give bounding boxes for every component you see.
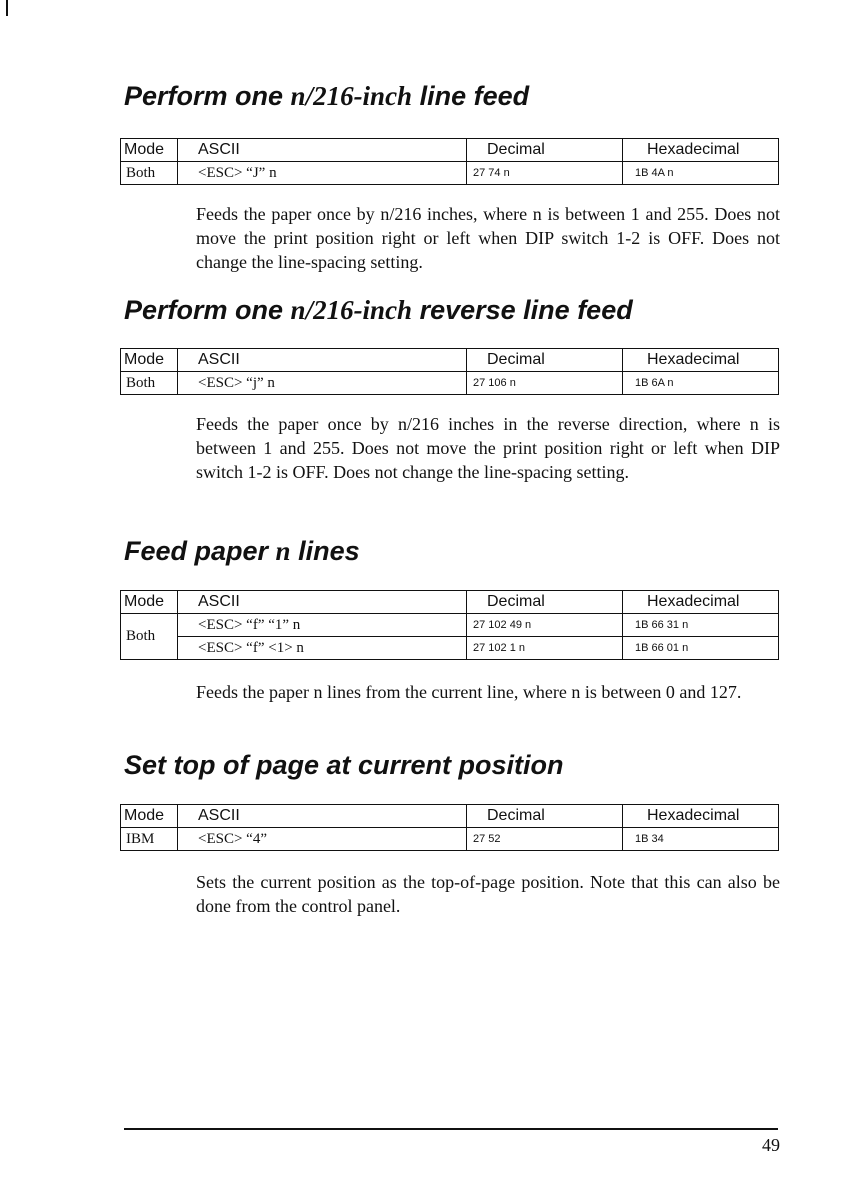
decimal-cell: 27 106 n [467, 372, 623, 395]
section-heading: Set top of page at current position [124, 750, 564, 780]
header-row [121, 349, 779, 372]
decimal-cell: 27 52 [467, 828, 623, 851]
hex-header: Hexadecimal [623, 139, 779, 162]
ascii-header: ASCII [178, 349, 467, 372]
hex-cell: 1B 66 31 n [623, 614, 779, 637]
section-heading: Perform one n/216-inch reverse line feed [124, 295, 633, 325]
hex-cell: 1B 6A n [623, 372, 779, 395]
table-row [121, 637, 779, 660]
decimal-cell: 27 74 n [467, 162, 623, 185]
section-heading: Perform one n/216-inch line feed [124, 81, 530, 111]
header-row [121, 139, 779, 162]
section-heading: Feed paper n lines [124, 536, 360, 566]
decimal-header: Decimal [467, 805, 623, 828]
hex-header: Hexadecimal [623, 805, 779, 828]
table-row [121, 372, 779, 395]
mode-header: Mode [121, 139, 178, 162]
page-number: 49 [762, 1135, 780, 1155]
mode-header: Mode [121, 591, 178, 614]
decimal-header: Decimal [467, 349, 623, 372]
ascii-cell: <ESC> “4” [178, 828, 467, 851]
command-table [120, 804, 779, 851]
mode-cell: Both [121, 372, 178, 395]
ascii-header: ASCII [178, 591, 467, 614]
hex-cell: 1B 66 01 n [623, 637, 779, 660]
mode-header: Mode [121, 805, 178, 828]
mode-cell: IBM [121, 828, 178, 851]
mode-cell: Both [121, 614, 178, 660]
section-description: Feeds the paper once by n/216 inches in the reverse direction, where n is between 1 and 255. Does not move the print position right or left when DIP switch 1-2 is OFF. Does not change the line-spacing setting. [196, 414, 780, 482]
hex-header: Hexadecimal [623, 349, 779, 372]
header-row [121, 591, 779, 614]
ascii-cell: <ESC> “f” “1” n [178, 614, 467, 637]
decimal-header: Decimal [467, 139, 623, 162]
mode-header: Mode [121, 349, 178, 372]
header-row [121, 805, 779, 828]
section-description: Sets the current position as the top-of-page position. Note that this can also be done from the control panel. [196, 872, 780, 916]
section-description: Feeds the paper once by n/216 inches, where n is between 1 and 255. Does not move the print position right or left when DIP switch 1-2 is OFF. Does not change the line-spacing setting. [196, 204, 780, 272]
ascii-header: ASCII [178, 139, 467, 162]
hex-header: Hexadecimal [623, 591, 779, 614]
mode-cell: Both [121, 162, 178, 185]
decimal-cell: 27 102 1 n [467, 637, 623, 660]
command-table [120, 138, 779, 185]
command-table [120, 590, 779, 660]
edge-mark [6, 0, 8, 16]
table-row [121, 828, 779, 851]
ascii-cell: <ESC> “f” <1> n [178, 637, 467, 660]
hex-cell: 1B 34 [623, 828, 779, 851]
section-description: Feeds the paper n lines from the current line, where n is between 0 and 127. [196, 682, 742, 702]
command-table [120, 348, 779, 395]
table-row [121, 614, 779, 637]
ascii-cell: <ESC> “j” n [178, 372, 467, 395]
hex-cell: 1B 4A n [623, 162, 779, 185]
table-row [121, 162, 779, 185]
decimal-header: Decimal [467, 591, 623, 614]
footer-rule [124, 1128, 778, 1130]
decimal-cell: 27 102 49 n [467, 614, 623, 637]
ascii-header: ASCII [178, 805, 467, 828]
ascii-cell: <ESC> “J” n [178, 162, 467, 185]
